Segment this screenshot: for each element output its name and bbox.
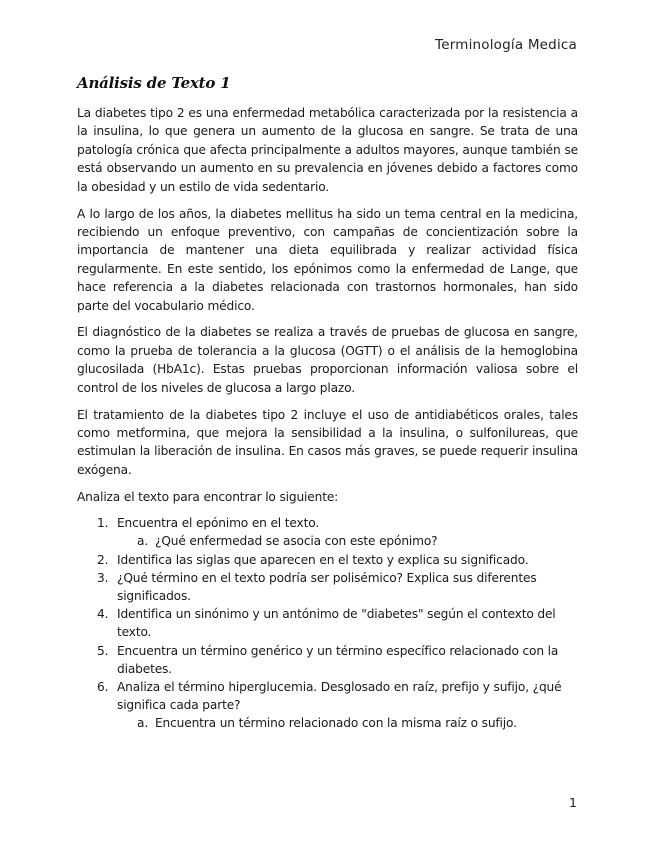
document-title: Análisis de Texto 1	[77, 74, 231, 92]
subquestion-text: ¿Qué enfermedad se asocia con este epónimo?	[155, 534, 438, 549]
question-text: Encuentra el epónimo en el texto.	[117, 516, 320, 531]
question-item	[77, 678, 578, 733]
running-header: Terminología Medica	[435, 37, 577, 53]
subquestion-letter: a.	[137, 534, 149, 549]
question-number: 6.	[97, 679, 109, 694]
paragraph-2: A lo largo de los años, la diabetes mellitus ha sido un tema central en la medicina, recibiendo un enfoque preventivo, con campañas de concientización sobre la importancia de mantener una dieta equilibrada y realizar actividad física regularmente. En este sentido, los epónimos como la enfermedad de Lange, que hace referencia a la diabetes relacionada con trastornos hormonales, han sido parte del vocabulario médico.	[77, 206, 578, 313]
question-text: Encuentra un término genérico y un término específico relacionado con la diabetes.	[117, 643, 559, 676]
subquestion-list	[117, 714, 578, 732]
question-item	[77, 551, 578, 569]
question-text: Analiza el término hiperglucemia. Desglosado en raíz, prefijo y sufijo, ¿qué significa cada parte?	[117, 679, 562, 713]
question-text: Identifica un sinónimo y un antónimo de "diabetes" según el contexto del texto.	[117, 607, 556, 640]
subquestion-item	[117, 532, 578, 550]
question-item	[77, 642, 578, 678]
question-number: 4.	[97, 607, 109, 622]
subquestion-letter: a.	[137, 716, 149, 731]
instructions-text: Analiza el texto para encontrar lo siguiente:	[77, 489, 339, 504]
question-number: 1.	[97, 516, 109, 531]
question-text: Identifica las siglas que aparecen en el texto y explica su significado.	[117, 552, 529, 567]
question-number: 2.	[97, 552, 109, 567]
question-text: ¿Qué término en el texto podría ser polisémico? Explica sus diferentes significados.	[117, 570, 537, 603]
paragraph-4: El tratamiento de la diabetes tipo 2 incluye el uso de antidiabéticos orales, tales como metformina, que mejora la sensibilidad a la insulina, o sulfonilureas, que estimulan la liberación de insulina. En casos más graves, se puede requerir insulina exógena.	[77, 407, 578, 477]
subquestion-text: Encuentra un término relacionado con la misma raíz o sufijo.	[155, 716, 517, 731]
subquestion-list	[117, 532, 578, 550]
document-body	[77, 74, 578, 733]
questions-list	[77, 514, 578, 732]
paragraph-1: La diabetes tipo 2 es una enfermedad metabólica caracterizada por la resistencia a la insulina, lo que genera un aumento de la glucosa en sangre. Se trata de una patología crónica que afecta principalmente a adultos mayores, aunque también se está observando un aumento en su prevalencia en jóvenes debido a factores como la obesidad y un estilo de vida sedentario.	[77, 106, 578, 194]
question-item	[77, 569, 578, 605]
question-number: 3.	[97, 570, 109, 585]
question-item	[77, 514, 578, 550]
paragraph-3: El diagnóstico de la diabetes se realiza a través de pruebas de glucosa en sangre, como la prueba de tolerancia a la glucosa (OGTT) o el análisis de la hemoglobina glucosilada (HbA1c). Estas pruebas proporcionan información valiosa sobre el control de los niveles de glucosa a largo plazo.	[77, 325, 578, 395]
question-number: 5.	[97, 643, 109, 658]
page-number: 1	[569, 795, 577, 810]
subquestion-item	[117, 714, 578, 732]
question-item	[77, 605, 578, 641]
